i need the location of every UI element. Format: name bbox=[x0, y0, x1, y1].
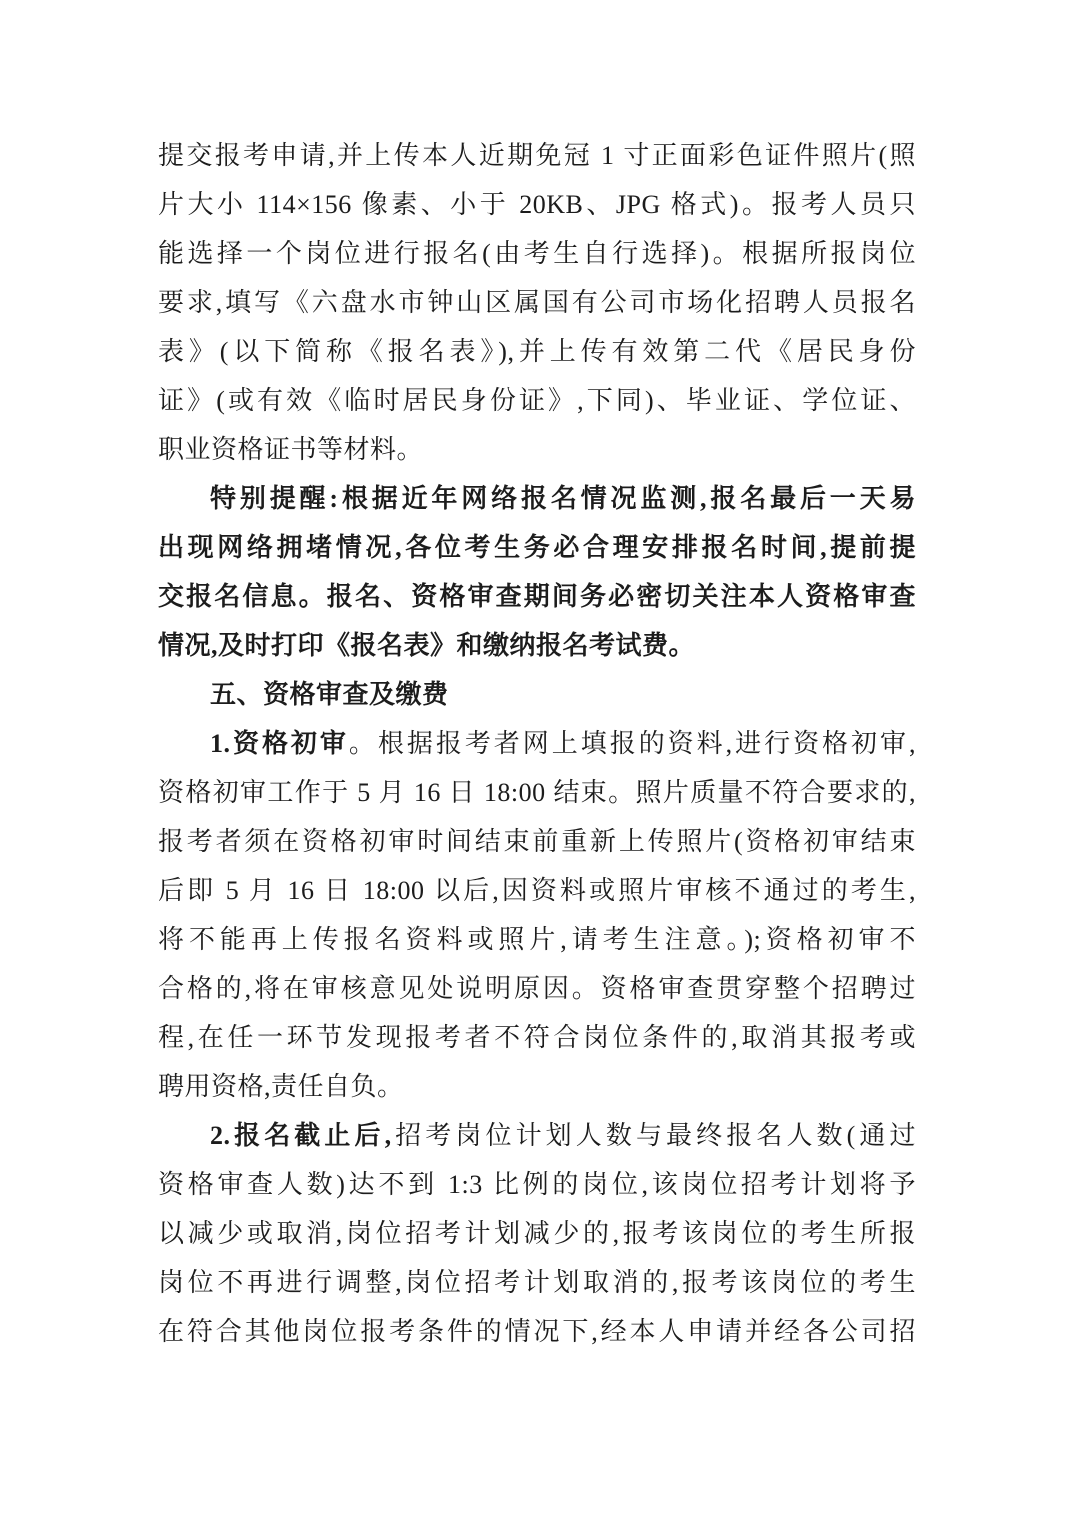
text-line bbox=[158, 1160, 916, 1209]
text-line bbox=[158, 621, 916, 670]
text-run: 职业资格证书等材料。 bbox=[158, 435, 424, 464]
text-run: 片大小 114×156 像素、小于 20KB、JPG 格式)。报考人员只 bbox=[158, 190, 916, 219]
text-run: 。根据报考者网上填报的资料,进行资格初审, bbox=[348, 729, 916, 758]
text-run: 在符合其他岗位报考条件的情况下,经本人申请并经各公司招 bbox=[158, 1317, 916, 1346]
text-line bbox=[158, 964, 916, 1013]
text-run: 将不能再上传报名资料或照片,请考生注意。);资格初审不 bbox=[158, 925, 916, 954]
para-online-application-continued bbox=[158, 131, 916, 474]
heading-section-five bbox=[158, 670, 916, 719]
text-run: 聘用资格,责任自负。 bbox=[158, 1072, 404, 1101]
text-line bbox=[158, 1111, 916, 1160]
text-run-bold: 1.资格初审 bbox=[210, 729, 349, 758]
text-line bbox=[158, 768, 916, 817]
text-run: 五、资格审查及缴费 bbox=[210, 680, 449, 709]
text-run: 以减少或取消,岗位招考计划减少的,报考该岗位的考生所报 bbox=[158, 1219, 916, 1248]
text-line bbox=[158, 1307, 916, 1356]
text-run: 程,在任一环节发现报考者不符合岗位条件的,取消其报考或 bbox=[158, 1023, 916, 1052]
text-run: 后即 5 月 16 日 18:00 以后,因资料或照片审核不通过的考生, bbox=[158, 876, 916, 905]
text-line bbox=[158, 180, 916, 229]
text-run: 合格的,将在审核意见处说明原因。资格审查贯穿整个招聘过 bbox=[158, 974, 916, 1003]
text-line bbox=[158, 1209, 916, 1258]
text-line bbox=[158, 1062, 916, 1111]
text-line bbox=[158, 229, 916, 278]
text-run: 招考岗位计划人数与最终报名人数(通过 bbox=[391, 1121, 916, 1150]
text-run: 报考者须在资格初审时间结束前重新上传照片(资格初审结束 bbox=[158, 827, 916, 856]
text-line bbox=[158, 131, 916, 180]
text-line bbox=[158, 866, 916, 915]
text-run: 资格初审工作于 5 月 16 日 18:00 结束。照片质量不符合要求的, bbox=[158, 778, 916, 807]
text-run: 资格审查人数)达不到 1:3 比例的岗位,该岗位招考计划将予 bbox=[158, 1170, 916, 1199]
text-run: 表》(以下简称《报名表》),并上传有效第二代《居民身份 bbox=[158, 337, 916, 366]
para-special-reminder bbox=[158, 474, 916, 670]
text-line bbox=[158, 278, 916, 327]
text-line bbox=[158, 915, 916, 964]
para-initial-qualification-review bbox=[158, 719, 916, 1111]
text-line bbox=[158, 327, 916, 376]
text-line bbox=[158, 817, 916, 866]
text-run: 交报名信息。报名、资格审查期间务必密切关注本人资格审查 bbox=[158, 582, 916, 611]
text-line bbox=[158, 425, 916, 474]
text-run: 特别提醒:根据近年网络报名情况监测,报名最后一天易 bbox=[210, 484, 916, 513]
text-run: 要求,填写《六盘水市钟山区属国有公司市场化招聘人员报名 bbox=[158, 288, 916, 317]
text-line bbox=[158, 719, 916, 768]
text-line bbox=[158, 1258, 916, 1307]
text-run: 证》(或有效《临时居民身份证》,下同)、毕业证、学位证、 bbox=[158, 386, 916, 415]
text-line bbox=[158, 1013, 916, 1062]
text-run: 情况,及时打印《报名表》和缴纳报名考试费。 bbox=[158, 631, 696, 660]
text-run: 岗位不再进行调整,岗位招考计划取消的,报考该岗位的考生 bbox=[158, 1268, 916, 1297]
text-run: 能选择一个岗位进行报名(由考生自行选择)。根据所报岗位 bbox=[158, 239, 916, 268]
para-after-registration-deadline bbox=[158, 1111, 916, 1356]
text-line bbox=[158, 474, 916, 523]
section-heading bbox=[158, 670, 916, 719]
text-run: 出现网络拥堵情况,各位考生务必合理安排报名时间,提前提 bbox=[158, 533, 916, 562]
text-line bbox=[158, 523, 916, 572]
text-run: 提交报考申请,并上传本人近期免冠 1 寸正面彩色证件照片(照 bbox=[158, 141, 916, 170]
text-line bbox=[158, 572, 916, 621]
text-line bbox=[158, 376, 916, 425]
text-run-bold: 2.报名截止后, bbox=[210, 1121, 392, 1150]
